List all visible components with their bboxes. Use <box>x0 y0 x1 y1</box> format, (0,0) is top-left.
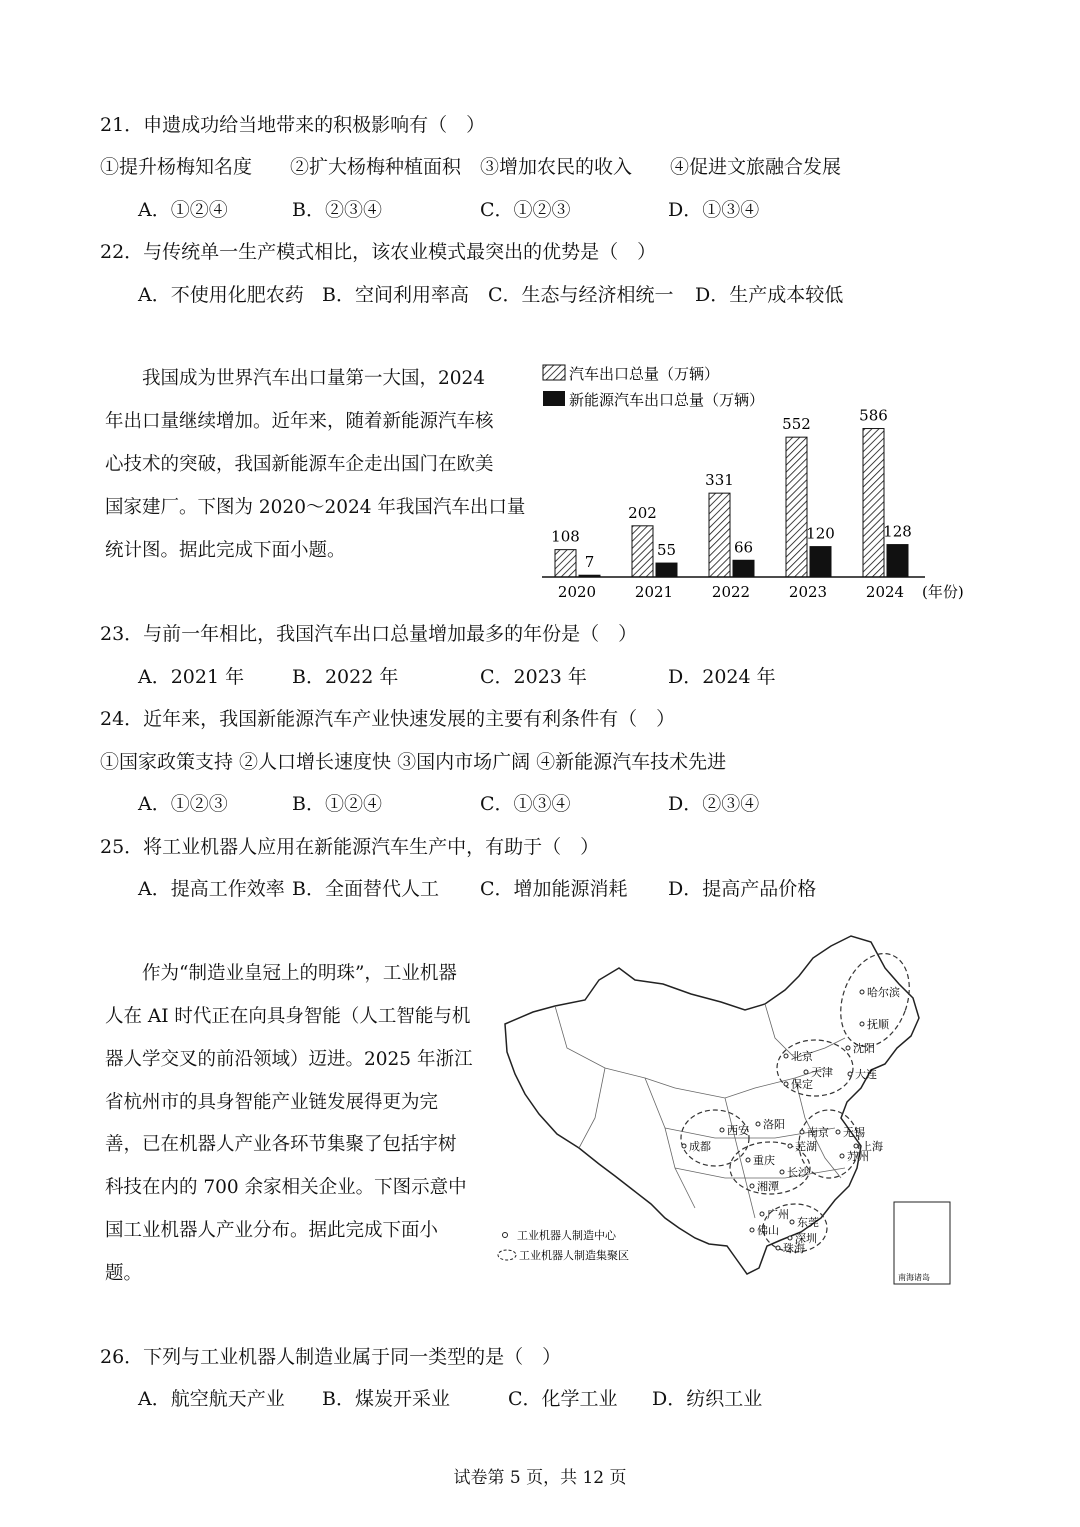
bar-total-export <box>786 437 807 577</box>
city-label: 上海 <box>861 1140 883 1153</box>
city-marker <box>804 1070 808 1074</box>
city-marker <box>788 1236 792 1240</box>
data-label-total: 202 <box>628 503 657 522</box>
passage-cars-line: 年出口量继续增加。近年来，随着新能源汽车核 <box>105 411 494 432</box>
city-marker <box>784 1082 788 1086</box>
q25-options <box>0 877 900 901</box>
q25-option-d[interactable]: D．提高产品价格 <box>668 878 817 900</box>
city-label: 抚顺 <box>867 1018 889 1031</box>
bar-nev-export <box>656 563 677 577</box>
q26-option-c[interactable]: C．化学工业 <box>508 1388 618 1410</box>
city-marker <box>776 1246 780 1250</box>
city-label: 哈尔滨 <box>867 986 900 999</box>
legend-cluster-symbol <box>498 1250 516 1260</box>
city-marker <box>746 1158 750 1162</box>
q21-statements: ①提升杨梅知名度 ②扩大杨梅种植面积 ③增加农民的收入 ④促进文旅融合发展 <box>100 156 842 178</box>
city-label: 天津 <box>811 1066 833 1079</box>
city-marker <box>860 1022 864 1026</box>
data-label-nev: 128 <box>883 522 912 541</box>
data-label-nev: 7 <box>584 553 595 572</box>
q24-option-d[interactable]: D．②③④ <box>668 793 760 815</box>
q21-option-d[interactable]: D．①③④ <box>668 199 760 221</box>
inset-label: 南海诸岛 <box>898 1273 930 1282</box>
city-marker <box>756 1122 760 1126</box>
data-label-total: 586 <box>859 406 888 425</box>
legend-center-label: 工业机器人制造中心 <box>517 1229 616 1242</box>
q23-options <box>0 665 900 689</box>
city-marker <box>720 1128 724 1132</box>
q26-stem: 26．下列与工业机器人制造业属于同一类型的是（ ） <box>100 1346 562 1368</box>
city-label: 东莞 <box>797 1216 819 1229</box>
q24-option-b[interactable]: B．①②④ <box>292 793 382 815</box>
q25-stem: 25．将工业机器人应用在新能源汽车生产中，有助于（ ） <box>100 836 600 858</box>
bar-nev-export <box>810 547 831 577</box>
city-label: 洛阳 <box>763 1118 785 1131</box>
legend-swatch-nev <box>543 391 565 406</box>
city-marker <box>860 990 864 994</box>
city-marker <box>846 1046 850 1050</box>
city-label: 保定 <box>791 1078 813 1091</box>
q24-options <box>0 792 900 816</box>
city-marker <box>682 1144 686 1148</box>
bar-nev-export <box>733 560 754 577</box>
q25-option-a[interactable]: A．提高工作效率 <box>138 878 285 900</box>
city-marker <box>750 1184 754 1188</box>
city-marker <box>840 1154 844 1158</box>
passage-robots-line: 省杭州市的具身智能产业链发展得更为完 <box>105 1092 439 1113</box>
city-label: 苏州 <box>847 1150 869 1163</box>
passage-robots-line: 人在 AI 时代正在向具身智能（人工智能与机 <box>105 1006 471 1027</box>
q23-option-c[interactable]: C．2023 年 <box>480 666 587 688</box>
city-marker <box>848 1072 852 1076</box>
q21-option-c[interactable]: C．①②③ <box>480 199 571 221</box>
passage-robots-line: 题。 <box>105 1263 143 1284</box>
city-label: 湘潭 <box>757 1180 779 1193</box>
city-marker <box>836 1130 840 1134</box>
legend-center-symbol <box>503 1233 508 1238</box>
city-marker <box>750 1228 754 1232</box>
city-label: 北京 <box>791 1050 813 1063</box>
page-footer: 试卷第 5 页，共 12 页 <box>453 1468 627 1488</box>
china-outline <box>505 936 919 1274</box>
q26-options <box>0 1387 900 1411</box>
city-label: 广州 <box>767 1208 789 1221</box>
data-label-nev: 66 <box>733 538 754 557</box>
bar-total-export <box>632 526 653 577</box>
q22-stem: 22．与传统单一生产模式相比，该农业模式最突出的优势是（ ） <box>100 241 657 263</box>
x-tick-label: 2021 <box>634 583 674 601</box>
passage-cars-line: 我国成为世界汽车出口量第一大国，2024 <box>105 368 486 389</box>
city-label: 珠海 <box>783 1242 805 1255</box>
city-label: 大连 <box>855 1068 877 1081</box>
bar-nev-export <box>887 545 908 577</box>
passage-robots-line: 科技在内的 700 余家相关企业。下图示意中 <box>105 1177 467 1198</box>
q26-option-d[interactable]: D．纺织工业 <box>652 1388 763 1410</box>
q23-stem: 23．与前一年相比，我国汽车出口总量增加最多的年份是（ ） <box>100 623 638 645</box>
passage-cars-line: 国家建厂。下图为 2020～2024 年我国汽车出口量 <box>105 497 526 518</box>
q21-option-a[interactable]: A．①②④ <box>138 199 228 221</box>
q22-option-a[interactable]: A．不使用化肥农药 <box>138 284 304 306</box>
q24-stem: 24．近年来，我国新能源汽车产业快速发展的主要有利条件有（ ） <box>100 708 676 730</box>
q22-option-d[interactable]: D．生产成本较低 <box>695 284 844 306</box>
q21-option-b[interactable]: B．②③④ <box>292 199 382 221</box>
city-label: 西安 <box>727 1124 749 1137</box>
city-label: 佛山 <box>757 1224 779 1237</box>
city-marker <box>780 1170 784 1174</box>
x-tick-label: 2020 <box>557 583 597 601</box>
city-label: 重庆 <box>753 1154 775 1167</box>
q23-option-d[interactable]: D．2024 年 <box>668 666 776 688</box>
q24-option-c[interactable]: C．①③④ <box>480 793 571 815</box>
passage-robots-line: 善，已在机器人产业各环节集聚了包括宇树 <box>105 1134 457 1155</box>
city-marker <box>854 1144 858 1148</box>
passage-cars-line: 心技术的突破，我国新能源车企走出国门在欧美 <box>105 454 494 475</box>
city-marker <box>790 1220 794 1224</box>
passage-robots-line: 国工业机器人产业分布。据此完成下面小 <box>105 1220 439 1241</box>
x-tick-label: 2022 <box>711 583 751 601</box>
q22-options <box>0 283 900 307</box>
passage-cars-line: 统计图。据此完成下面小题。 <box>105 540 346 561</box>
q21-options <box>0 198 900 222</box>
x-axis-label: (年份) <box>922 583 964 601</box>
bar-total-export <box>555 550 576 577</box>
x-tick-label: 2023 <box>788 583 828 601</box>
bar-total-export <box>709 493 730 577</box>
china-robot-industry-map <box>495 928 955 1290</box>
legend-cluster-label: 工业机器人制造集聚区 <box>519 1249 629 1262</box>
city-label: 成都 <box>689 1140 711 1153</box>
q26-option-a[interactable]: A．航空航天产业 <box>138 1388 285 1410</box>
q21-stem: 21．申遗成功给当地带来的积极影响有（ ） <box>100 114 486 136</box>
city-label: 沈阳 <box>853 1042 875 1055</box>
legend-label-total: 汽车出口总量（万辆） <box>569 365 720 383</box>
city-label: 长沙 <box>787 1166 809 1179</box>
car-export-chart <box>535 355 970 610</box>
q22-option-b[interactable]: B．空间利用率高 <box>322 284 469 306</box>
city-marker <box>800 1130 804 1134</box>
city-marker <box>784 1054 788 1058</box>
city-marker <box>788 1144 792 1148</box>
city-label: 南京 <box>807 1126 829 1139</box>
q22-option-c[interactable]: C．生态与经济相统一 <box>488 284 674 306</box>
legend-label-nev: 新能源汽车出口总量（万辆） <box>569 391 765 409</box>
q23-option-b[interactable]: B．2022 年 <box>292 666 399 688</box>
q24-statements: ①国家政策支持 ②人口增长速度快 ③国内市场广阔 ④新能源汽车技术先进 <box>100 751 727 773</box>
q23-option-a[interactable]: A．2021 年 <box>138 666 245 688</box>
q25-option-c[interactable]: C．增加能源消耗 <box>480 878 628 900</box>
data-label-nev: 55 <box>656 541 677 560</box>
data-label-nev: 120 <box>806 524 835 543</box>
q26-option-b[interactable]: B．煤炭开采业 <box>322 1388 450 1410</box>
data-label-total: 552 <box>782 415 811 434</box>
q25-option-b[interactable]: B．全面替代人工 <box>292 878 439 900</box>
legend-swatch-total <box>543 365 565 380</box>
south-sea-inset <box>894 1202 950 1284</box>
passage-robots-line: 作为“制造业皇冠上的明珠”，工业机器 <box>105 963 457 984</box>
data-label-total: 108 <box>551 527 580 546</box>
q24-option-a[interactable]: A．①②③ <box>138 793 228 815</box>
data-label-total: 331 <box>705 471 734 490</box>
x-tick-label: 2024 <box>865 583 905 601</box>
city-label: 深圳 <box>795 1232 817 1245</box>
city-label: 无锡 <box>843 1126 865 1139</box>
city-marker <box>760 1212 764 1216</box>
city-label: 芜湖 <box>795 1140 817 1153</box>
bar-total-export <box>863 429 884 577</box>
passage-robots-line: 器人学交叉的前沿领域）迈进。2025 年浙江 <box>105 1049 473 1070</box>
